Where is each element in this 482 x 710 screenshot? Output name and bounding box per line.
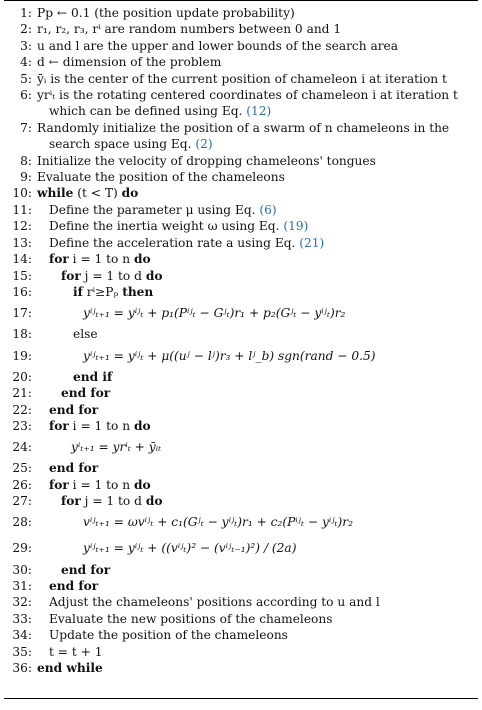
- line-text: (t < T): [73, 186, 122, 201]
- keyword: end for: [61, 562, 111, 577]
- keyword: end for: [49, 402, 99, 417]
- line-text: Initialize the velocity of dropping chameleons' tongues: [37, 153, 376, 168]
- line-text: Define the inertia weight ω using Eq.: [49, 219, 284, 234]
- algo-line-17: [4, 300, 478, 326]
- line-number: 18:: [12, 327, 32, 342]
- line-text: Adjust the chameleons' positions according to u and l: [49, 595, 380, 610]
- line-number: 28:: [12, 515, 32, 530]
- line-number: 22:: [12, 402, 32, 417]
- algo-line-22: [4, 402, 478, 418]
- line-number: 34:: [12, 628, 32, 643]
- line-text: d ← dimension of the problem: [37, 55, 222, 70]
- line-number: 10:: [12, 186, 32, 201]
- algo-line-1: [4, 5, 478, 21]
- line-number: 5:: [20, 71, 32, 86]
- line-number: 7:: [20, 120, 32, 135]
- keyword: end for: [49, 461, 99, 476]
- algo-line-36: [4, 660, 478, 676]
- line-number: 4:: [20, 55, 32, 70]
- keyword: end for: [49, 578, 99, 593]
- line-number: 36:: [12, 661, 32, 675]
- keyword: do: [145, 494, 163, 509]
- algo-line-11: [4, 202, 478, 218]
- keyword: end while: [37, 661, 103, 675]
- line-text: i = 1 to n: [68, 252, 134, 267]
- line-number: 35:: [12, 644, 32, 659]
- line-text: rⁱ≥Pₚ: [82, 284, 123, 299]
- line-number: 19:: [12, 348, 32, 363]
- keyword: for: [49, 418, 69, 433]
- algo-line-18: [4, 326, 478, 342]
- algo-line-7: [4, 120, 478, 153]
- line-number: 11:: [12, 202, 32, 217]
- line-number: 3:: [20, 38, 32, 53]
- line-text: Evaluate the new positions of the chameleons: [49, 611, 333, 626]
- algo-line-13: [4, 235, 478, 251]
- line-text: Randomly initialize the position of a swarm of n chameleons in the search space using Eq.: [37, 120, 450, 152]
- line-text: j = 1 to d: [80, 268, 146, 283]
- line-text: Pp ← 0.1 (the position update probability): [37, 6, 295, 20]
- keyword: for: [49, 252, 69, 267]
- algo-line-19: [4, 343, 478, 369]
- algo-line-2: [4, 21, 478, 37]
- line-number: 33:: [12, 611, 32, 626]
- line-text: u and l are the upper and lower bounds of the search area: [37, 38, 399, 53]
- algo-line-29: [4, 536, 478, 562]
- line-number: 13:: [12, 235, 32, 250]
- algo-line-30: [4, 562, 478, 578]
- keyword: while: [37, 186, 74, 201]
- line-number: 15:: [12, 268, 32, 283]
- line-text: t = t + 1: [49, 644, 103, 659]
- equation-ref-link[interactable]: (21): [299, 235, 325, 250]
- line-number: 8:: [20, 153, 32, 168]
- equation: yⁱₜ₊₁ = yrⁱₜ + ȳᵢₜ: [71, 440, 162, 455]
- algo-line-14: [4, 251, 478, 267]
- algo-line-9: [4, 169, 478, 185]
- line-number: 32:: [12, 595, 32, 610]
- line-text: Define the parameter μ using Eq.: [49, 202, 260, 217]
- keyword: for: [61, 268, 81, 283]
- line-number: 30:: [12, 562, 32, 577]
- equation-ref-link[interactable]: (6): [259, 202, 277, 217]
- algo-line-28: [4, 510, 478, 536]
- line-number: 14:: [12, 252, 32, 267]
- keyword: end for: [61, 386, 111, 401]
- line-number: 9:: [20, 170, 32, 185]
- algo-line-3: [4, 38, 478, 54]
- keyword: for: [49, 477, 69, 492]
- algo-line-34: [4, 627, 478, 643]
- keyword: end if: [73, 369, 113, 384]
- line-text: Update the position of the chameleons: [49, 628, 288, 643]
- equation: yⁱʲₜ₊₁ = yⁱʲₜ + ((vⁱʲₜ)² − (vⁱʲₜ₋₁)²) / (2a): [83, 541, 297, 556]
- algo-line-23: [4, 418, 478, 434]
- line-number: 16:: [12, 284, 32, 299]
- algo-line-15: [4, 268, 478, 284]
- line-text: Evaluate the position of the chameleons: [37, 170, 285, 185]
- algo-line-4: [4, 54, 478, 70]
- algo-line-31: [4, 578, 478, 594]
- line-number: 26:: [12, 477, 32, 492]
- line-text: i = 1 to n: [68, 477, 134, 492]
- line-number: 24:: [12, 440, 32, 455]
- line-number: 2:: [20, 22, 32, 37]
- keyword: then: [122, 284, 154, 299]
- line-text: Define the acceleration rate a using Eq.: [49, 235, 300, 250]
- line-number: 20:: [12, 369, 32, 384]
- line-number: 17:: [12, 306, 32, 321]
- equation: yⁱʲₜ₊₁ = yⁱʲₜ + μ((uʲ − lʲ)r₃ + lʲ_b) sgn(rand − 0.5): [83, 348, 376, 363]
- equation-ref-link[interactable]: (2): [195, 137, 213, 152]
- line-number: 1:: [20, 6, 32, 20]
- line-text: r₁, r₂, r₃, rⁱ are random numbers between 0 and 1: [37, 22, 342, 37]
- keyword: do: [145, 268, 163, 283]
- keyword: do: [134, 477, 151, 492]
- algo-line-32: [4, 594, 478, 610]
- line-number: 25:: [12, 461, 32, 476]
- algo-line-8: [4, 153, 478, 169]
- equation-ref-link[interactable]: (12): [246, 104, 272, 119]
- line-text: j = 1 to d: [80, 494, 146, 509]
- line-number: 27:: [12, 494, 32, 509]
- keyword: if: [73, 284, 83, 299]
- algo-line-33: [4, 611, 478, 627]
- line-number: 21:: [12, 386, 32, 401]
- algo-line-24: [4, 434, 478, 460]
- keyword: do: [121, 186, 139, 201]
- algo-line-20: [4, 369, 478, 385]
- line-number: 23:: [12, 418, 32, 433]
- algo-line-10: [4, 185, 478, 201]
- keyword: for: [61, 494, 81, 509]
- algo-line-35: [4, 644, 478, 660]
- line-text: i = 1 to n: [68, 418, 134, 433]
- equation: vⁱʲₜ₊₁ = ωvⁱʲₜ + c₁(Gʲₜ − yⁱʲₜ)r₁ + c₂(Pⁱʲₜ − yⁱʲₜ)r₂: [83, 515, 354, 530]
- line-text: ȳᵢ is the center of the current position of chameleon i at iteration t: [37, 71, 447, 86]
- keyword: do: [134, 418, 151, 433]
- algo-line-6: [4, 87, 478, 120]
- line-number: 12:: [12, 219, 32, 234]
- keyword: do: [134, 252, 151, 267]
- line-text: yrⁱₜ is the rotating centered coordinates of chameleon i at iteration t which can be defined using Eq.: [37, 88, 458, 119]
- algo-line-21: [4, 385, 478, 401]
- algo-line-5: [4, 71, 478, 87]
- line-number: 6:: [20, 88, 32, 103]
- equation-ref-link[interactable]: (19): [283, 219, 309, 234]
- line-number: 29:: [12, 541, 32, 556]
- algo-line-25: [4, 460, 478, 476]
- algo-line-12: [4, 218, 478, 234]
- algo-line-27: [4, 493, 478, 509]
- algo-line-26: [4, 477, 478, 493]
- algorithm-box: [4, 0, 478, 699]
- line-text: else: [73, 327, 98, 342]
- equation: yⁱʲₜ₊₁ = yⁱʲₜ + p₁(Pⁱʲₜ − Gʲₜ)r₁ + p₂(Gʲₜ − yⁱʲₜ)r₂: [83, 306, 346, 321]
- line-number: 31:: [12, 578, 32, 593]
- algo-line-16: [4, 284, 478, 300]
